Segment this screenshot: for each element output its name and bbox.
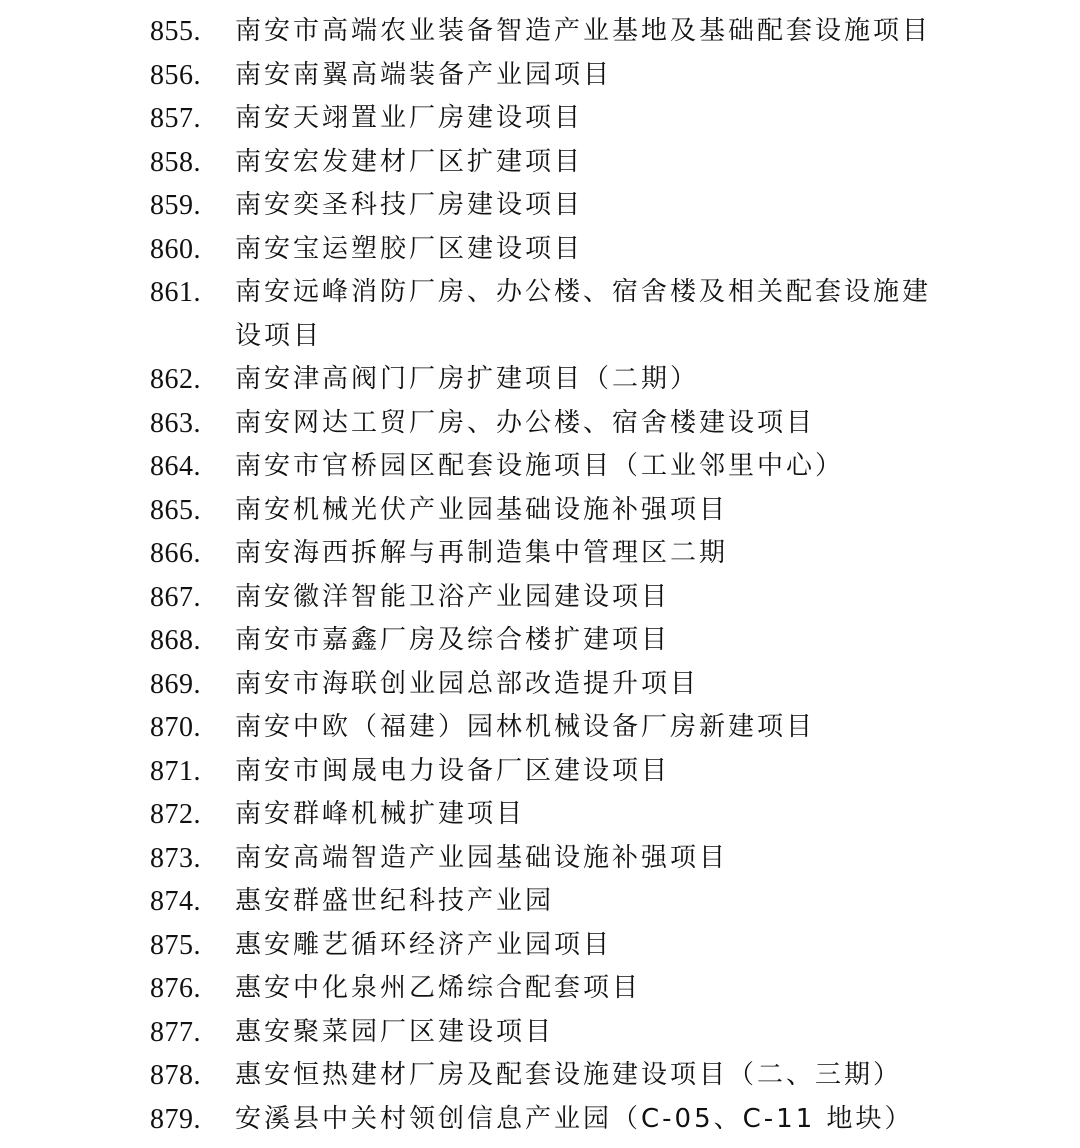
item-number: 866. xyxy=(150,538,201,569)
item-number: 863. xyxy=(150,407,201,439)
item-text: 南安徽洋智能卫浴产业园建设项目 xyxy=(235,581,671,612)
list-item xyxy=(0,358,1080,402)
item-number: 864. xyxy=(150,451,201,482)
item-number: 860. xyxy=(150,233,201,265)
item-number: 869. xyxy=(150,668,201,700)
item-text: 惠安雕艺循环经济产业园项目 xyxy=(235,929,613,960)
item-text: 南安海西拆解与再制造集中管理区二期 xyxy=(235,538,729,568)
item-text: 南安高端智造产业园基础设施补强项目 xyxy=(235,842,729,873)
item-text: 南安市嘉鑫厂房及综合楼扩建项目 xyxy=(235,625,671,655)
list-item xyxy=(0,445,1080,489)
list-item xyxy=(0,97,1080,141)
item-number: 878. xyxy=(150,1060,201,1091)
item-number: 879. xyxy=(150,1103,201,1135)
item-number: 861. xyxy=(150,277,201,308)
item-number: 858. xyxy=(150,146,201,178)
item-text: 南安市海联创业园总部改造提升项目 xyxy=(235,668,700,699)
list-item xyxy=(0,532,1080,576)
project-list xyxy=(0,10,1080,1141)
item-number: 868. xyxy=(150,625,201,656)
list-item xyxy=(0,706,1080,750)
list-item xyxy=(0,271,1080,358)
item-text: 惠安恒热建材厂房及配套设施建设项目（二、三期） xyxy=(235,1060,903,1090)
item-text: 南安远峰消防厂房、办公楼、宿舍楼及相关配套设施建设项目 xyxy=(235,277,932,351)
item-number: 859. xyxy=(150,190,201,221)
item-text: 惠安聚菜园厂区建设项目 xyxy=(235,1016,555,1047)
item-text: 南安中欧（福建）园林机械设备厂房新建项目 xyxy=(235,712,816,742)
item-text: 南安南翼高端装备产业园项目 xyxy=(235,59,613,90)
item-number: 855. xyxy=(150,16,201,47)
list-item xyxy=(0,619,1080,663)
item-number: 875. xyxy=(150,929,201,961)
item-text: 南安机械光伏产业园基础设施补强项目 xyxy=(235,494,729,525)
item-text: 南安宝运塑胶厂区建设项目 xyxy=(235,233,584,264)
item-text: 南安市闽晟电力设备厂区建设项目 xyxy=(235,755,671,786)
item-text: 惠安中化泉州乙烯综合配套项目 xyxy=(235,973,642,1003)
item-text: 南安市官桥园区配套设施项目（工业邻里中心） xyxy=(235,451,845,481)
item-text: 安溪县中关村领创信息产业园（C-05、C-11 地块） xyxy=(235,1103,914,1134)
list-item xyxy=(0,924,1080,968)
list-item xyxy=(0,489,1080,533)
item-number: 876. xyxy=(150,973,201,1004)
item-text: 南安市高端农业装备智造产业基地及基础配套设施项目 xyxy=(235,16,932,46)
list-item xyxy=(0,663,1080,707)
item-text: 南安津高阀门厂房扩建项目（二期） xyxy=(235,364,700,394)
list-item xyxy=(0,10,1080,54)
item-text: 南安奕圣科技厂房建设项目 xyxy=(235,190,584,220)
item-text: 南安宏发建材厂区扩建项目 xyxy=(235,146,584,177)
list-item xyxy=(0,228,1080,272)
list-item xyxy=(0,880,1080,924)
item-number: 877. xyxy=(150,1016,201,1048)
item-number: 871. xyxy=(150,755,201,787)
item-number: 862. xyxy=(150,364,201,395)
list-item xyxy=(0,54,1080,98)
list-item xyxy=(0,837,1080,881)
list-item xyxy=(0,402,1080,446)
item-number: 873. xyxy=(150,842,201,874)
list-item xyxy=(0,1098,1080,1142)
list-item xyxy=(0,1054,1080,1098)
list-item xyxy=(0,750,1080,794)
item-text: 惠安群盛世纪科技产业园 xyxy=(235,886,555,916)
item-number: 874. xyxy=(150,886,201,917)
item-number: 865. xyxy=(150,494,201,526)
list-item xyxy=(0,184,1080,228)
item-text: 南安群峰机械扩建项目 xyxy=(235,799,526,829)
list-item xyxy=(0,793,1080,837)
item-text: 南安天翊置业厂房建设项目 xyxy=(235,103,584,133)
item-number: 870. xyxy=(150,712,201,743)
item-number: 856. xyxy=(150,59,201,91)
list-item xyxy=(0,141,1080,185)
list-item xyxy=(0,576,1080,620)
item-text: 南安网达工贸厂房、办公楼、宿舍楼建设项目 xyxy=(235,407,816,438)
item-number: 872. xyxy=(150,799,201,830)
list-item xyxy=(0,967,1080,1011)
item-number: 857. xyxy=(150,103,201,134)
item-number: 867. xyxy=(150,581,201,613)
list-item xyxy=(0,1011,1080,1055)
